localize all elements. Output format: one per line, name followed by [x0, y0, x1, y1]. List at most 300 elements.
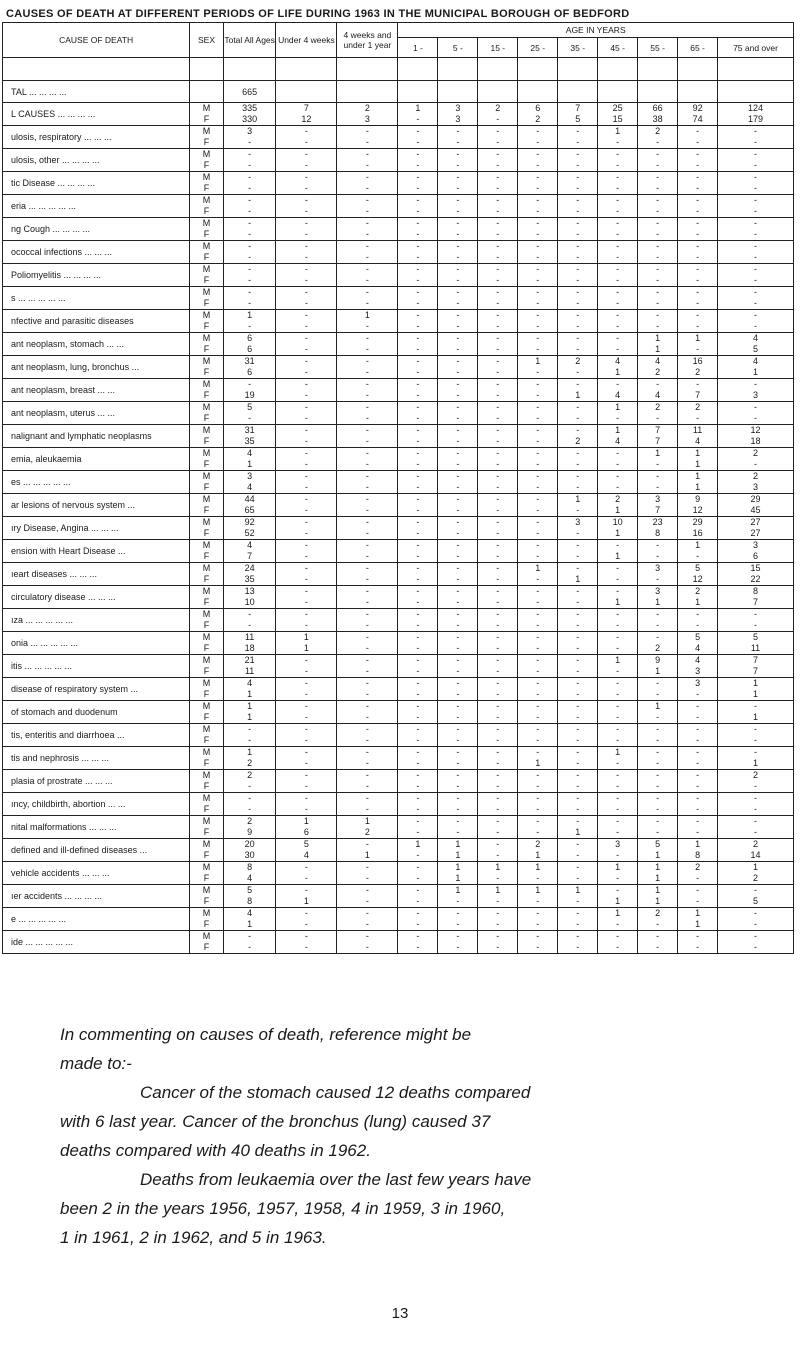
header-age-4: 35 -	[558, 38, 598, 58]
value-m: -	[365, 264, 369, 274]
value-f: -	[365, 597, 369, 607]
value-cell	[478, 609, 518, 632]
value-f: 5	[753, 896, 759, 906]
value-cell	[558, 908, 598, 931]
sex-m: M	[202, 724, 211, 734]
value-cell	[518, 126, 558, 149]
table-row	[3, 494, 794, 517]
value-cell	[478, 839, 518, 862]
value-f: 1	[455, 873, 461, 883]
value-cell	[718, 862, 794, 885]
commentary-intro-line-1: In commenting on causes of death, reference might be	[60, 1025, 472, 1044]
value-f: -	[616, 850, 620, 860]
sex-m: M	[202, 632, 211, 642]
sex-f: F	[203, 689, 210, 699]
value-cell	[276, 172, 337, 195]
value-m: -	[696, 241, 700, 251]
sex-cell	[190, 333, 224, 356]
value-cell	[337, 862, 398, 885]
value-f: 12	[301, 114, 312, 124]
value-m: -	[536, 310, 540, 320]
value-f: -	[304, 505, 308, 515]
value-f: 1	[535, 758, 541, 768]
value-f: -	[365, 689, 369, 699]
value-f: 1	[753, 689, 759, 699]
value-m: -	[754, 126, 758, 136]
sex-m: M	[202, 609, 211, 619]
value-f: 6	[247, 367, 253, 377]
value-m: 4	[753, 356, 759, 366]
value-m: 92	[692, 103, 703, 113]
value-f: 2	[247, 758, 253, 768]
value-f: -	[456, 919, 460, 929]
table-row	[3, 563, 794, 586]
value-cell	[518, 793, 558, 816]
value-f: -	[754, 298, 758, 308]
value-m: -	[616, 310, 620, 320]
value-cell	[558, 195, 598, 218]
value-m: 1	[615, 655, 621, 665]
value-f: -	[656, 252, 660, 262]
value-m: 2	[695, 586, 701, 596]
value-cell	[558, 655, 598, 678]
value-cell	[223, 724, 276, 747]
value-m: -	[656, 816, 660, 826]
value-cell	[478, 149, 518, 172]
value-cell	[718, 632, 794, 655]
sex-m: M	[202, 103, 211, 113]
value-f: -	[576, 666, 580, 676]
value-m: -	[304, 655, 308, 665]
value-cell	[438, 149, 478, 172]
value-cell	[718, 724, 794, 747]
value-f: -	[496, 459, 500, 469]
value-f: -	[496, 367, 500, 377]
value-f: -	[656, 574, 660, 584]
value-f: 5	[575, 114, 581, 124]
value-cell	[478, 471, 518, 494]
value-cell	[398, 563, 438, 586]
sex-cell	[190, 356, 224, 379]
value-f: -	[536, 551, 540, 561]
value-m: -	[304, 333, 308, 343]
sex-m: M	[202, 885, 211, 895]
value-f: 2	[655, 643, 661, 653]
cause-label: ide ... ... ... ... ...	[3, 931, 190, 954]
value-m: -	[248, 149, 252, 159]
cause-label: ıeart diseases ... ... ...	[3, 563, 190, 586]
sex-cell	[190, 885, 224, 908]
commentary-stomach-line-1: Cancer of the stomach caused 12 deaths compared	[140, 1083, 531, 1102]
value-f: -	[365, 942, 369, 952]
value-f: -	[696, 942, 700, 952]
value-cell	[678, 701, 718, 724]
value-cell	[678, 517, 718, 540]
value-f: -	[754, 137, 758, 147]
value-f: 4	[247, 873, 253, 883]
value-m: 2	[655, 402, 661, 412]
sex-cell	[190, 586, 224, 609]
value-f: 1	[615, 597, 621, 607]
value-m: -	[456, 563, 460, 573]
sex-cell	[190, 931, 224, 954]
value-cell	[398, 678, 438, 701]
value-f: -	[656, 321, 660, 331]
value-m: 2	[753, 839, 759, 849]
value-m: 1	[695, 839, 701, 849]
value-m: -	[416, 724, 420, 734]
value-m: 4	[695, 655, 701, 665]
value-m: -	[304, 264, 308, 274]
value-m: -	[696, 149, 700, 159]
value-f: -	[456, 137, 460, 147]
value-cell	[223, 287, 276, 310]
value-f: -	[304, 436, 308, 446]
value-f: -	[416, 689, 420, 699]
value-m: -	[536, 540, 540, 550]
value-f: -	[696, 183, 700, 193]
value-cell	[598, 494, 638, 517]
value-cell	[438, 862, 478, 885]
value-m: 1	[615, 747, 621, 757]
value-m: -	[696, 885, 700, 895]
value-cell	[438, 747, 478, 770]
value-cell	[678, 264, 718, 287]
value-m: 92	[244, 517, 255, 527]
value-f: 1	[655, 850, 661, 860]
value-m: -	[416, 908, 420, 918]
value-cell	[398, 264, 438, 287]
sex-f: F	[203, 252, 210, 262]
value-f: 179	[748, 114, 764, 124]
value-cell	[638, 563, 678, 586]
value-m: -	[616, 287, 620, 297]
cause-label: onia ... ... ... ... ...	[3, 632, 190, 655]
value-f: -	[496, 229, 500, 239]
value-f: 7	[247, 551, 253, 561]
value-f: -	[616, 735, 620, 745]
value-f: -	[304, 367, 308, 377]
value-m: 2	[247, 770, 253, 780]
table-row	[3, 264, 794, 287]
value-cell	[337, 149, 398, 172]
value-m: -	[496, 747, 500, 757]
value-cell	[276, 701, 337, 724]
sex-m: M	[202, 402, 211, 412]
value-f: -	[536, 206, 540, 216]
cause-label: disease of respiratory system ...	[3, 678, 190, 701]
value-f: -	[536, 712, 540, 722]
cause-label: of stomach and duodenum	[3, 701, 190, 724]
value-f: -	[456, 942, 460, 952]
value-f: -	[576, 229, 580, 239]
value-f: -	[365, 137, 369, 147]
value-cell	[438, 655, 478, 678]
value-cell	[337, 724, 398, 747]
value-f: -	[416, 574, 420, 584]
value-f: -	[536, 298, 540, 308]
value-f: -	[304, 137, 308, 147]
value-f: -	[616, 160, 620, 170]
value-f: -	[365, 183, 369, 193]
value-cell	[518, 609, 558, 632]
value-f: -	[754, 942, 758, 952]
value-m: -	[616, 586, 620, 596]
value-cell	[337, 333, 398, 356]
value-m: 8	[247, 862, 253, 872]
cause-label: eria ... ... ... ... ...	[3, 195, 190, 218]
value-m: 5	[247, 402, 253, 412]
value-f: 7	[753, 597, 759, 607]
value-cell	[223, 103, 276, 126]
value-f: -	[616, 482, 620, 492]
value-f: -	[496, 551, 500, 561]
value-cell	[276, 517, 337, 540]
value-cell	[678, 195, 718, 218]
value-cell	[718, 195, 794, 218]
value-cell	[478, 333, 518, 356]
value-cell	[678, 724, 718, 747]
value-m: -	[754, 747, 758, 757]
value-cell	[518, 333, 558, 356]
value-cell	[438, 379, 478, 402]
header-sex: SEX	[190, 23, 224, 58]
cause-label: ıncy, childbirth, abortion ... ...	[3, 793, 190, 816]
value-m: -	[536, 655, 540, 665]
header-age-2: 15 -	[478, 38, 518, 58]
value-m: -	[576, 402, 580, 412]
total-row	[3, 81, 794, 103]
value-f: -	[656, 298, 660, 308]
value-f: -	[304, 413, 308, 423]
value-cell	[478, 310, 518, 333]
value-m: -	[365, 655, 369, 665]
value-cell	[398, 793, 438, 816]
value-m: -	[496, 770, 500, 780]
value-f: -	[456, 551, 460, 561]
value-cell	[718, 885, 794, 908]
value-m: -	[696, 195, 700, 205]
value-f: -	[696, 804, 700, 814]
value-cell	[276, 724, 337, 747]
value-f: -	[416, 804, 420, 814]
value-f: 9	[247, 827, 253, 837]
value-cell	[598, 172, 638, 195]
value-m: -	[416, 540, 420, 550]
value-f: 1	[615, 551, 621, 561]
value-cell	[718, 402, 794, 425]
table-row	[3, 333, 794, 356]
value-cell	[478, 724, 518, 747]
value-f: -	[416, 597, 420, 607]
value-f: -	[496, 850, 500, 860]
value-cell	[718, 540, 794, 563]
value-f: -	[248, 206, 252, 216]
value-m: -	[696, 172, 700, 182]
cause-label: defined and ill-defined diseases ...	[3, 839, 190, 862]
value-f: -	[536, 781, 540, 791]
sex-m: M	[202, 310, 211, 320]
value-f: -	[304, 551, 308, 561]
value-m: -	[365, 770, 369, 780]
value-cell	[518, 195, 558, 218]
value-f: 18	[750, 436, 761, 446]
value-cell	[438, 701, 478, 724]
value-m: -	[456, 149, 460, 159]
value-cell	[276, 264, 337, 287]
value-f: -	[416, 206, 420, 216]
value-m: -	[365, 471, 369, 481]
sex-cell	[190, 609, 224, 632]
value-m: -	[576, 379, 580, 389]
value-f: -	[696, 275, 700, 285]
cause-label: tis and nephrosis ... ... ...	[3, 747, 190, 770]
value-f: -	[616, 252, 620, 262]
value-cell	[638, 655, 678, 678]
value-m: 7	[753, 655, 759, 665]
value-cell	[558, 172, 598, 195]
value-cell	[638, 448, 678, 471]
value-f: -	[304, 597, 308, 607]
value-cell	[223, 816, 276, 839]
value-cell	[518, 287, 558, 310]
value-m: -	[456, 356, 460, 366]
value-m: -	[416, 862, 420, 872]
value-m: -	[496, 724, 500, 734]
value-cell	[598, 793, 638, 816]
cause-label: nital malformations ... ... ...	[3, 816, 190, 839]
value-f: 1	[695, 597, 701, 607]
value-cell	[398, 287, 438, 310]
value-m: 10	[612, 517, 623, 527]
value-m: -	[304, 356, 308, 366]
value-m: -	[656, 540, 660, 550]
value-f: 1	[695, 482, 701, 492]
table-row	[3, 793, 794, 816]
value-m: 31	[244, 425, 255, 435]
value-f: -	[456, 689, 460, 699]
value-m: -	[616, 264, 620, 274]
value-m: 2	[495, 103, 501, 113]
value-f: -	[536, 436, 540, 446]
value-f: -	[416, 413, 420, 423]
value-f: -	[656, 482, 660, 492]
value-cell	[276, 402, 337, 425]
value-cell	[598, 816, 638, 839]
value-m: -	[304, 540, 308, 550]
value-cell	[598, 609, 638, 632]
value-m: 24	[244, 563, 255, 573]
page-number: 13	[391, 1305, 409, 1322]
value-f: -	[536, 597, 540, 607]
value-m: 1	[615, 908, 621, 918]
value-cell	[478, 517, 518, 540]
value-cell	[518, 839, 558, 862]
value-cell	[438, 126, 478, 149]
value-f: -	[696, 229, 700, 239]
value-cell	[558, 862, 598, 885]
cause-label: L CAUSES ... ... ... ...	[3, 103, 190, 126]
value-m: -	[616, 770, 620, 780]
value-cell	[337, 770, 398, 793]
value-cell	[598, 379, 638, 402]
value-f: -	[656, 781, 660, 791]
value-m: -	[616, 609, 620, 619]
value-m: 1	[415, 839, 421, 849]
value-m: 1	[535, 356, 541, 366]
value-cell	[598, 241, 638, 264]
value-cell	[598, 724, 638, 747]
value-m: 1	[364, 310, 370, 320]
value-cell	[438, 287, 478, 310]
value-cell	[337, 517, 398, 540]
value-cell	[558, 379, 598, 402]
value-m: -	[248, 724, 252, 734]
value-cell	[638, 839, 678, 862]
value-f: 2	[364, 827, 370, 837]
value-cell	[558, 609, 598, 632]
value-m: -	[496, 471, 500, 481]
value-cell	[598, 931, 638, 954]
sex-f: F	[203, 620, 210, 630]
value-f: -	[616, 643, 620, 653]
value-m: 1	[695, 333, 701, 343]
table-row	[3, 609, 794, 632]
value-m: -	[456, 609, 460, 619]
sex-m: M	[202, 356, 211, 366]
value-cell	[398, 839, 438, 862]
value-cell	[398, 816, 438, 839]
value-m: -	[656, 241, 660, 251]
value-cell	[558, 287, 598, 310]
value-m: -	[304, 931, 308, 941]
value-cell	[337, 609, 398, 632]
value-cell	[223, 540, 276, 563]
value-m: -	[304, 862, 308, 872]
sex-f: F	[203, 114, 210, 124]
value-f: -	[456, 712, 460, 722]
value-f: -	[656, 183, 660, 193]
value-m: -	[536, 425, 540, 435]
value-m: -	[616, 816, 620, 826]
value-cell	[638, 218, 678, 241]
value-f: -	[248, 183, 252, 193]
value-m: -	[365, 402, 369, 412]
value-m: -	[656, 724, 660, 734]
value-cell	[558, 241, 598, 264]
value-cell	[337, 586, 398, 609]
value-cell	[598, 264, 638, 287]
value-f: -	[365, 206, 369, 216]
value-cell	[718, 931, 794, 954]
value-cell	[223, 310, 276, 333]
value-f: -	[496, 298, 500, 308]
value-m: -	[496, 218, 500, 228]
value-f: -	[754, 252, 758, 262]
value-f: -	[456, 804, 460, 814]
value-f: -	[576, 413, 580, 423]
value-f: -	[456, 574, 460, 584]
value-f: -	[496, 137, 500, 147]
value-m: 1	[247, 747, 253, 757]
value-cell	[638, 885, 678, 908]
value-cell	[598, 333, 638, 356]
value-m: -	[365, 126, 369, 136]
value-f: -	[696, 137, 700, 147]
value-f: -	[304, 459, 308, 469]
sex-cell	[190, 218, 224, 241]
value-cell	[398, 494, 438, 517]
